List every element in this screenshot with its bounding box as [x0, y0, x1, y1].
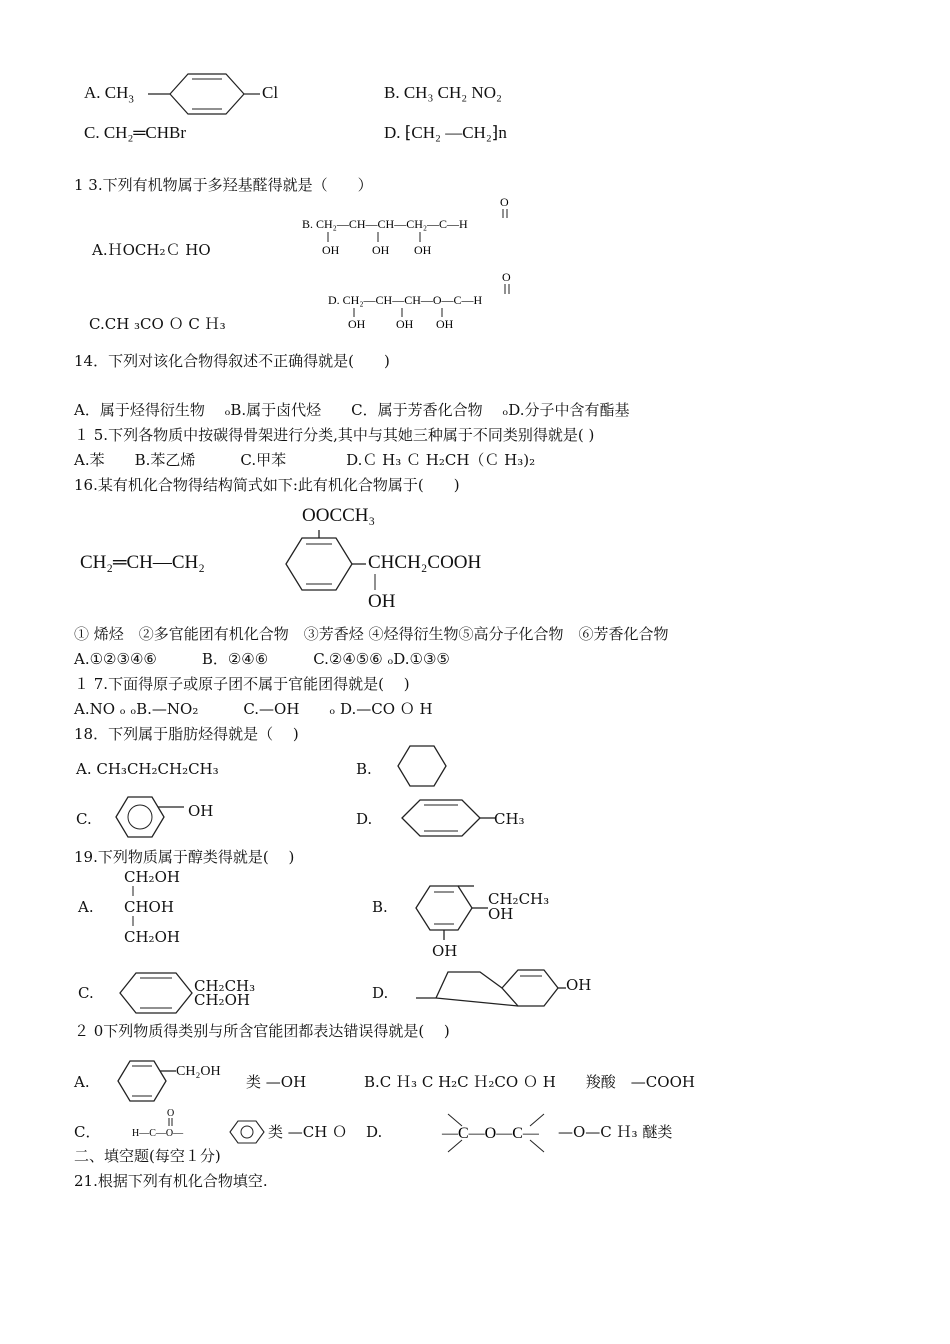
q19-stem: 19.下列物质属于醇类得就是( ) [74, 848, 295, 866]
q13-d-oh2: OH [396, 317, 414, 331]
q19-option-d-oh: OH [566, 976, 592, 994]
q19-option-b-ethyl: CH₂CH₃ [488, 890, 550, 908]
q16-oh-bond [373, 574, 377, 590]
q19-option-c-ethyl: CH₂CH₃ [194, 977, 256, 995]
q19-option-a-line3: CH₂OH [124, 928, 180, 946]
q13-b-o: O [500, 195, 509, 209]
q16-mol-top: OOCCH₃ [302, 505, 376, 526]
q20-option-b: B.C Ｈ₃ C H₂C Ｈ₂CO Ｏ H 羧酸 —COOH [364, 1073, 695, 1091]
phenol-ring-icon [114, 794, 194, 840]
q13-option-b-structure [302, 196, 552, 260]
q19-option-d-label: D. [372, 984, 389, 1002]
toluene-ring-icon [400, 797, 500, 839]
q16-mol-right: CHCH₂COOH [368, 552, 482, 573]
q13-d-o: O [502, 270, 511, 284]
q20-c-structure [132, 1108, 272, 1144]
q17-options: A.NO ₒ ₒB.—NO₂ C.—OH ₒ D.—CO Ｏ H [74, 700, 433, 718]
q19-option-a-label: A. [78, 898, 94, 916]
q15-options: A.苯 B.苯乙烯 C.甲苯 D.Ｃ H₃ Ｃ H₂CH（Ｃ H₃)₂ [74, 451, 536, 469]
section-2-heading: 二、填空题(每空１分) [74, 1147, 221, 1165]
q20-option-d-label: D. [366, 1123, 383, 1141]
q18-option-c-oh: OH [188, 802, 214, 820]
q12-option-d: D. ⁅CH₂ —CH₂⁆n [384, 123, 507, 142]
q18-option-d-label: D. [356, 810, 373, 828]
q16-benzene-ring [282, 530, 362, 600]
q19-option-c-ch2oh: CH₂OH [194, 991, 250, 1009]
cyclohexane-icon [396, 743, 448, 791]
q16-mol-oh: OH [368, 591, 396, 612]
q18-stem: 18．下列属于脂肪烃得就是（ ) [74, 725, 299, 743]
q20-c-o: O [167, 1108, 175, 1119]
q13-option-d-structure [328, 270, 558, 334]
q19-option-a-line2: CHOH [124, 898, 174, 916]
q18-option-d-ch3: CH₃ [494, 810, 525, 828]
benzene-ring-q12a [148, 68, 258, 120]
q13-b-oh2: OH [372, 243, 390, 257]
q16-options: A.①②③④⑥ B．②④⑥ C.②④⑤⑥ ₒD.①③⑤ [74, 650, 450, 668]
q12-a-subscript: 3 [128, 93, 134, 106]
q12-option-a-cl: Cl [262, 83, 279, 102]
q20-option-c-class: 类 —CH Ｏ [268, 1123, 348, 1141]
q20-stem: ２ 0下列物质得类别与所含官能团都表达错误得就是( ) [74, 1022, 450, 1040]
q13-b-oh1: OH [322, 243, 340, 257]
q20-option-c-label: C． [74, 1123, 101, 1141]
q13-d-oh1: OH [348, 317, 366, 331]
q20-c-formula: H—C—O— [132, 1128, 184, 1139]
q16-mol-left: CH₂═CH—CH₂ [80, 552, 205, 573]
q19-option-a-line1: CH₂OH [124, 868, 180, 886]
q13-option-c: C.CH ₃CO Ｏ C Ｈ₃ [89, 315, 226, 333]
q19-a-bonds [130, 886, 136, 936]
q16-stem: 16.某有机化合物得结构简式如下:此有机化合物属于( ) [74, 476, 460, 494]
q20-d-formula: —C—O—C— [442, 1125, 539, 1142]
q18-option-a: A. CH₃CH₂CH₂CH₃ [76, 760, 219, 778]
q20-option-a-class: 类 —OH [246, 1073, 307, 1091]
q13-b-oh3: OH [414, 243, 432, 257]
q20-option-d-class: —O—C Ｈ₃ 醚类 [558, 1123, 673, 1141]
q12-option-a: A. $CH_3$ [84, 83, 134, 106]
q12-option-b: B. CH₃ CH₂ NO₂ [384, 83, 502, 102]
q18-option-b-label: B. [356, 760, 372, 778]
q12-option-c: C. CH₂═CHBr [84, 123, 187, 142]
q13-d-label: D. CH₂—CH—CH—O—C—H [328, 293, 483, 307]
q19-d-indane-ring [414, 966, 574, 1012]
q14-stem: 14．下列对该化合物得叙述不正确得就是( ) [74, 352, 390, 370]
q19-option-b-oh2: OH [432, 942, 458, 960]
q13-b-label: B. CH₂—CH—CH—CH₂—C—H [302, 217, 468, 231]
q20-option-a-label: A. [74, 1073, 90, 1091]
q19-option-b-label: B. [372, 898, 388, 916]
q21-stem: 21.根据下列有机化合物填空. [74, 1172, 268, 1190]
q17-stem: １ 7.下面得原子或原子团不属于官能团得就是( ) [74, 675, 410, 693]
q13-stem: 1 3.下列有机物属于多羟基醛得就是（ ） [74, 176, 373, 194]
q18-option-c-label: C. [76, 810, 92, 828]
q13-d-oh3: OH [436, 317, 454, 331]
q14-options: A．属于烃得衍生物 ₒB.属于卤代烃 C．属于芳香化合物 ₒD.分子中含有酯基 [74, 401, 630, 419]
q13-option-a: A.ＨOCH₂Ｃ HO [92, 241, 211, 259]
q15-stem: １ 5.下列各物质中按碳得骨架进行分类,其中与其她三种属于不同类别得就是( ) [74, 426, 595, 444]
q16-choices: ① 烯烃 ②多官能团有机化合物 ③芳香烃 ④烃得衍生物⑤高分子化合物 ⑥芳香化合物 [74, 625, 669, 643]
q19-option-b-oh1: OH [488, 905, 514, 923]
q20-option-a-ch2oh: CH₂OH [176, 1064, 221, 1079]
q20-d-ether-structure [438, 1108, 562, 1160]
q19-option-c-label: C. [78, 984, 94, 1002]
